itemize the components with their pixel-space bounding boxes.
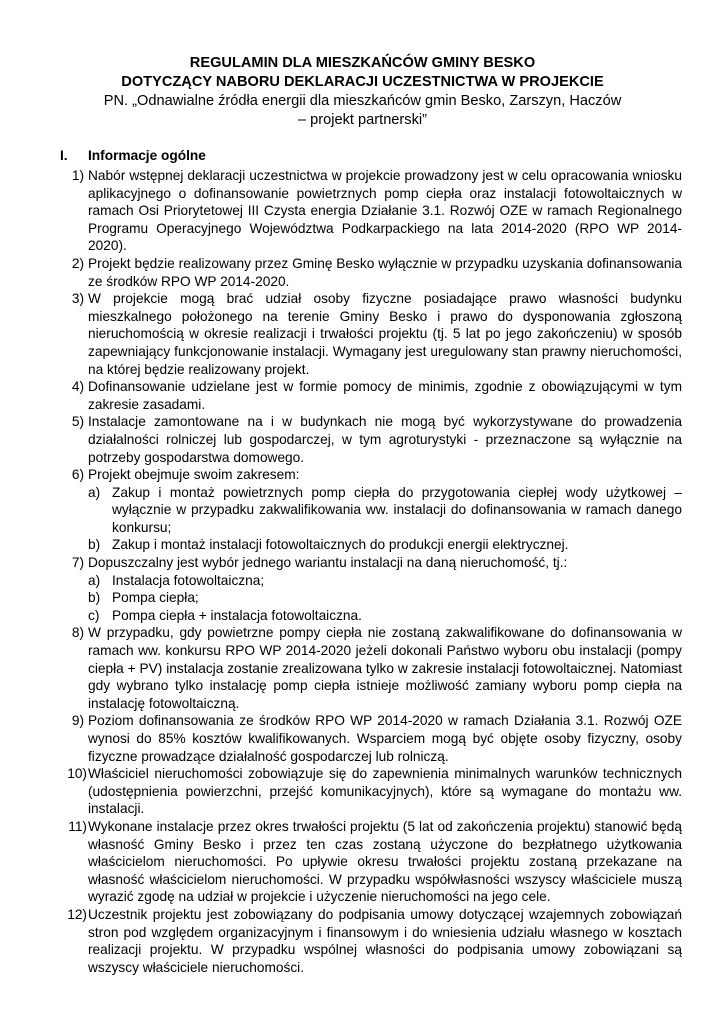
sub-item-text: Pompa ciepła + instalacja fotowoltaiczna. — [112, 607, 362, 623]
list-item — [0, 765, 725, 818]
item-text: Uczestnik projektu jest zobowiązany do podpisania umowy dotyczącej wzajemnych zobowiązań stron pod względem organizacyjnym i finansowym i do wniesienia udziału własnego w kosztach realizacji projektu. W przypadku wspólnej własności do podpisania umowy zobowiązani są wszyscy właściciele nieruchomości. — [88, 906, 682, 975]
sub-list-item — [0, 484, 725, 537]
item-text: W przypadku, gdy powietrzne pompy ciepła nie zostaną zakwalifikowane do dofinansowania w ramach ww. konkursu RPO WP 2014-2020 jeżeli dokonali Państwo wyboru obu instalacji (pompy ciepła + PV) instalacja zostanie zrealizowana tylko w zakresie instalacji fotowoltaicznej. Natomiast gdy wybrano tylko instalację pomp ciepła istnieje możliwość zamiany wyboru pomp ciepła na instalację fotowoltaiczną. — [88, 625, 682, 711]
sub-item-letter: b) — [88, 537, 101, 553]
list-item — [0, 413, 725, 466]
item-text: Nabór wstępnej deklaracji uczestnictwa w projekcie prowadzony jest w celu opracowania wniosku aplikacyjnego o dofinansowanie powietrznych pomp ciepła oraz instalacji fotowoltaicznych w ramach Osi Priorytetowej III Czysta energia Działanie 3.1. Rozwój OZE w ramach Regionalnego Programu Operacyjnego Województwa Podkarpackiego na lata 2014-2020 (RPO WP 2014-2020). — [88, 168, 682, 254]
item-number: 1) — [71, 168, 84, 183]
sub-item-text: Pompa ciepła; — [112, 590, 199, 606]
sub-item-letter: a) — [88, 484, 101, 500]
list-item — [0, 255, 725, 290]
list-item — [0, 906, 725, 976]
sub-item-letter: a) — [88, 572, 101, 588]
item-number: 6) — [71, 467, 84, 483]
sub-list-item — [0, 607, 725, 625]
sub-list-item — [0, 536, 725, 554]
list-item — [0, 712, 725, 765]
section-number: I. — [60, 148, 68, 163]
item-number: 4) — [71, 379, 84, 395]
document-title — [60, 54, 665, 130]
item-text: Poziom dofinansowania ze środków RPO WP 2014-2020 w ramach Działania 3.1. Rozwój OZE wynosi do 85% kosztów kwalifikowanych. Wsparciem mogą być objęte osoby fizyczny, osoby fizyczne prowadzące działalność gospodarczej lub rolniczą. — [88, 713, 682, 764]
item-number: 5) — [71, 414, 84, 430]
item-text: Projekt obejmuje swoim zakresem: — [88, 467, 300, 483]
item-text: Projekt będzie realizowany przez Gminę Besko wyłącznie w przypadku uzyskania dofinansowania ze środków RPO WP 2014-2020. — [88, 255, 682, 289]
item-number: 3) — [71, 291, 84, 307]
sub-item-text: Zakup i montaż instalacji fotowoltaicznych do produkcji energii elektrycznej. — [112, 537, 569, 553]
sub-item-letter: c) — [88, 607, 100, 623]
item-number: 2) — [71, 255, 84, 271]
list-item — [0, 554, 725, 572]
title-line-2: DOTYCZĄCY NABORU DEKLARACJI UCZESTNICTWA W PROJEKCIE — [121, 74, 604, 90]
item-number: 7) — [71, 555, 84, 571]
item-text: W projekcie mogą brać udział osoby fizyczne posiadające prawo własności budynku mieszkalnego położonego na terenie Gminy Besko i prawo do dysponowania zgłoszoną nieruchomością w okresie realizacji i trwałości projektu (tj. 5 lat po jego zakończeniu) w sposób zapewniający funkcjonowanie instalacji. Wymagany jest uregulowany stan prawny nieruchomości, na której będzie realizowany projekt. — [88, 291, 682, 377]
title-line-1: REGULAMIN DLA MIESZKAŃCÓW GMINY BESKO — [189, 55, 536, 71]
sub-item-text: Zakup i montaż powietrznych pomp ciepła do przygotowania ciepłej wody użytkowej – wyłącznie w przypadku zakwalifikowania ww. instalacji do dofinansowania w ramach danego konkursu; — [112, 484, 682, 535]
sub-item-text: Instalacja fotowoltaiczna; — [112, 572, 265, 588]
item-text: Właściciel nieruchomości zobowiązuje się do zapewnienia minimalnych warunków technicznych (udostępnienia powierzchni, przejść komunikacyjnych), które są wymagane do montażu ww. instalacji. — [88, 766, 682, 817]
list-item — [0, 167, 725, 255]
list-item — [0, 818, 725, 906]
list-item — [0, 466, 725, 484]
section-heading — [60, 148, 206, 163]
item-text: Dopuszczalny jest wybór jednego wariantu instalacji na daną nieruchomość, tj.: — [88, 555, 568, 571]
title-line-3: PN. „Odnawialne źródła energii dla mieszkańców gmin Besko, Zarszyn, Haczów — [103, 93, 622, 109]
item-number: 12) — [67, 906, 87, 922]
list-item — [0, 290, 725, 378]
title-line-4: – projekt partnerski” — [298, 112, 427, 128]
list-item — [0, 624, 725, 712]
list-item — [0, 378, 725, 413]
item-number: 10) — [67, 766, 87, 782]
item-text: Wykonane instalacje przez okres trwałości projektu (5 lat od zakończenia projektu) stanowić będą własność Gminy Besko i przez ten czas zostaną użyczone do bezpłatnego użytkowania właścicielom nieruchomości. Po upływie okresu trwałości projektu zostaną przekazane na własność właścicielom nieruchomości. W przypadku współwłasności wszyscy właściciele muszą wyrazić zgodę na udział w projekcie i użyczenie nieruchomości na jego cele. — [88, 818, 682, 905]
item-number: 8) — [71, 625, 84, 641]
sub-list-item — [0, 589, 725, 607]
item-text: Instalacje zamontowane na i w budynkach nie mogą być wykorzystywane do prowadzenia działalności rolniczej lub gospodarczej, w tym agroturystyki - przeznaczone są wyłącznie na potrzeby gospodarstwa domowego. — [88, 414, 682, 465]
sub-list-item — [0, 572, 725, 590]
item-number: 11) — [68, 818, 87, 834]
regulations-list — [0, 167, 725, 976]
sub-item-letter: b) — [88, 590, 101, 606]
item-number: 9) — [71, 713, 84, 729]
section-title: Informacje ogólne — [88, 148, 206, 163]
item-text: Dofinansowanie udzielane jest w formie pomocy de minimis, zgodnie z obowiązującymi w tym zakresie zasadami. — [88, 379, 682, 412]
